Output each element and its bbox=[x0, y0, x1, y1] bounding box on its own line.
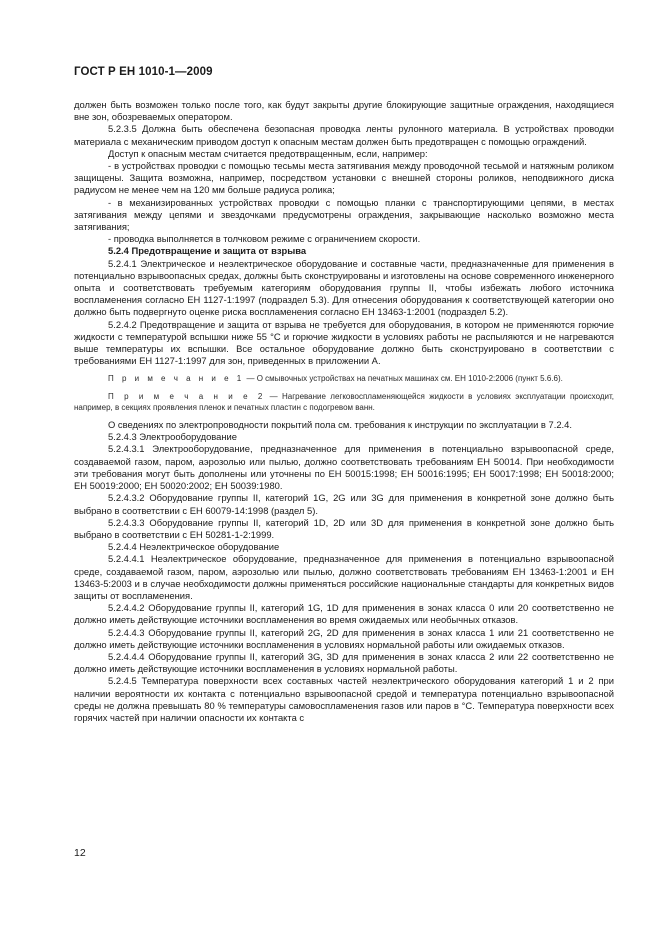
subsection-heading: 5.2.4.4 Неэлектрическое оборудование bbox=[108, 541, 280, 553]
section-heading: 5.2.4 Предотвращение и защита от взрыва bbox=[108, 245, 307, 257]
paragraph: 5.2.4.3.2 Оборудование группы II, категорий 1G, 2G или 3G для применения в конкретной зоне должно быть выбрано в соответствии с ЕН 60079-14:1998 (раздел 5). bbox=[74, 492, 614, 516]
note-label: П р и м е ч а н и е 1 bbox=[108, 374, 245, 384]
paragraph: 5.2.4.4.2 Оборудование группы II, категорий 1G, 1D для применения в зонах класса 0 или 20 соответственно не должно иметь действующие источники воспламенения во время ожидаемых или необычных отказов. bbox=[74, 602, 614, 626]
paragraph: 5.2.4.2 Предотвращение и защита от взрыва не требуется для оборудования, в котором не применяются горючие жидкости с температурой вспышки ниже 55 °С и горючие жидкости в условиях работы не распыляются и не нагреваются выше температуры их вспышки. Все остальное оборудование должно быть сконструировано в соответствии с требованиями ЕН 1127-1:1997 для зон, приведенных в приложении А. bbox=[74, 318, 614, 367]
paragraph: 5.2.4.4.3 Оборудование группы II, категорий 2G, 2D для применения в зонах класса 1 или 21 соответственно не должно иметь действующие источники воспламенения в условиях нормальной работы или ожидаемых отказов. bbox=[74, 626, 614, 650]
paragraph: 5.2.4.4.4 Оборудование группы II, категорий 3G, 3D для применения в зонах класса 2 или 22 соответственно не должно иметь действующие источники воспламенения в условиях нормальной работы. bbox=[74, 650, 614, 675]
paragraph: Доступ к опасным местам считается предотвращенным, если, например: bbox=[108, 147, 428, 159]
subsection-heading: 5.2.4.3 Электрооборудование bbox=[108, 431, 237, 443]
paragraph: 5.2.4.1 Электрическое и неэлектрическое оборудование и составные части, предназначенные для применения в потенциально взрывоопасных средах, должны быть сконструированы и изготовлены на основе современного инженерного опыта и соответствовать требуемым категориям оборудования группы II, чтобы избежать любого источника воспламенения согласно ЕН 1127-1:1997 (подраздел 5.3). Для отнесения оборудования к соответствующей категории оно должно быть подвергнуто оценке риска воспламенения согласно ЕН 13463-1:2001 (подраздел 5.2). bbox=[74, 257, 614, 318]
paragraph: должен быть возможен только после того, как будут закрыты другие блокирующие защитные ограждения, находящиеся вне зон, обозреваемых оператором. bbox=[74, 99, 614, 123]
list-item: - в устройствах проводки с помощью тесьмы места затягивания между проводочной тесьмой и натяжным роликом защищены. Защита возможна, например, посредством установки с внешней стороны роликов, неподвижного диска радиусом не менее чем на 120 мм больше радиуса ролика; bbox=[74, 160, 614, 196]
note bbox=[74, 373, 614, 384]
list-item: - проводка выполняется в толчковом режиме с ограничением скорости. bbox=[108, 233, 421, 245]
note-text: — Нагревание легковоспламеняющейся жидкости в условиях эксплуатации происходит, например, в секциях проявления пленок и печатных пластин с подогревом ванн. bbox=[74, 391, 614, 412]
page-header: ГОСТ Р ЕН 1010-1—2009 bbox=[74, 66, 213, 78]
list-item: - в механизированных устройствах проводки с помощью планки с транспортирующими цепями, в местах затягивания между цепями и звездочками предусмотрены ограждения, закрывающие насколько возможно места затягивания; bbox=[74, 196, 614, 233]
paragraph: 5.2.4.5 Температура поверхности всех составных частей неэлектрического оборудования категорий 1 и 2 при наличии вероятности их контакта с потенциально взрывоопасной средой и температура потенциально взрывоопасной среды не должна превышать 80 % температуры самовоспламенения газов или паров в °С. Температура поверхности всех горячих частей при наличии опасности их контакта с bbox=[74, 675, 614, 723]
paragraph: 5.2.4.3.3 Оборудование группы II, категорий 1D, 2D или 3D для применения в конкретной зоне должно быть выбрано в соответствии с ЕН 50281-1-2:1999. bbox=[74, 516, 614, 540]
note-label: П р и м е ч а н и е 2 bbox=[108, 391, 266, 401]
paragraph: О сведениях по электропроводности покрытий пола см. требования к инструкции по эксплуатации в 7.2.4. bbox=[108, 419, 572, 431]
note-text: — О смывочных устройствах на печатных машинах см. ЕН 1010-2:2006 (пункт 5.6.6). bbox=[244, 374, 563, 384]
paragraph: 5.2.4.4.1 Неэлектрическое оборудование, предназначенное для применения в потенциально взрывоопасной среде, создаваемой газом, паром, аэрозолью или пылью, должно соответствовать требованиям ЕН 13463-1:2001 и ЕН 13463-5:2003 и в случае необходимости должны применяться российские национальные стандарты для конкретных видов защиты от воспламенения. bbox=[74, 553, 614, 601]
document-body bbox=[74, 99, 614, 724]
note bbox=[74, 391, 614, 413]
paragraph: 5.2.3.5 Должна быть обеспечена безопасная проводка ленты рулонного материала. В устройствах проводки материала с механическим приводом доступ к опасным местам должен быть предотвращен с помощью ограждений. bbox=[74, 123, 614, 147]
page-number: 12 bbox=[74, 847, 86, 859]
paragraph: 5.2.4.3.1 Электрооборудование, предназначенное для применения в потенциально взрывоопасной среде, создаваемой газом, паром, аэрозолью или пылью, должно соответствовать требованиям ЕН 50014. При необходимости эти требования могут быть дополнены или уточнены по ЕН 50015:1998; ЕН 50016:1995; ЕН 50017:1998; ЕН 50018:2000; ЕН 50019:2000; ЕН 50020:2002; ЕН 50039:1980. bbox=[74, 443, 614, 492]
